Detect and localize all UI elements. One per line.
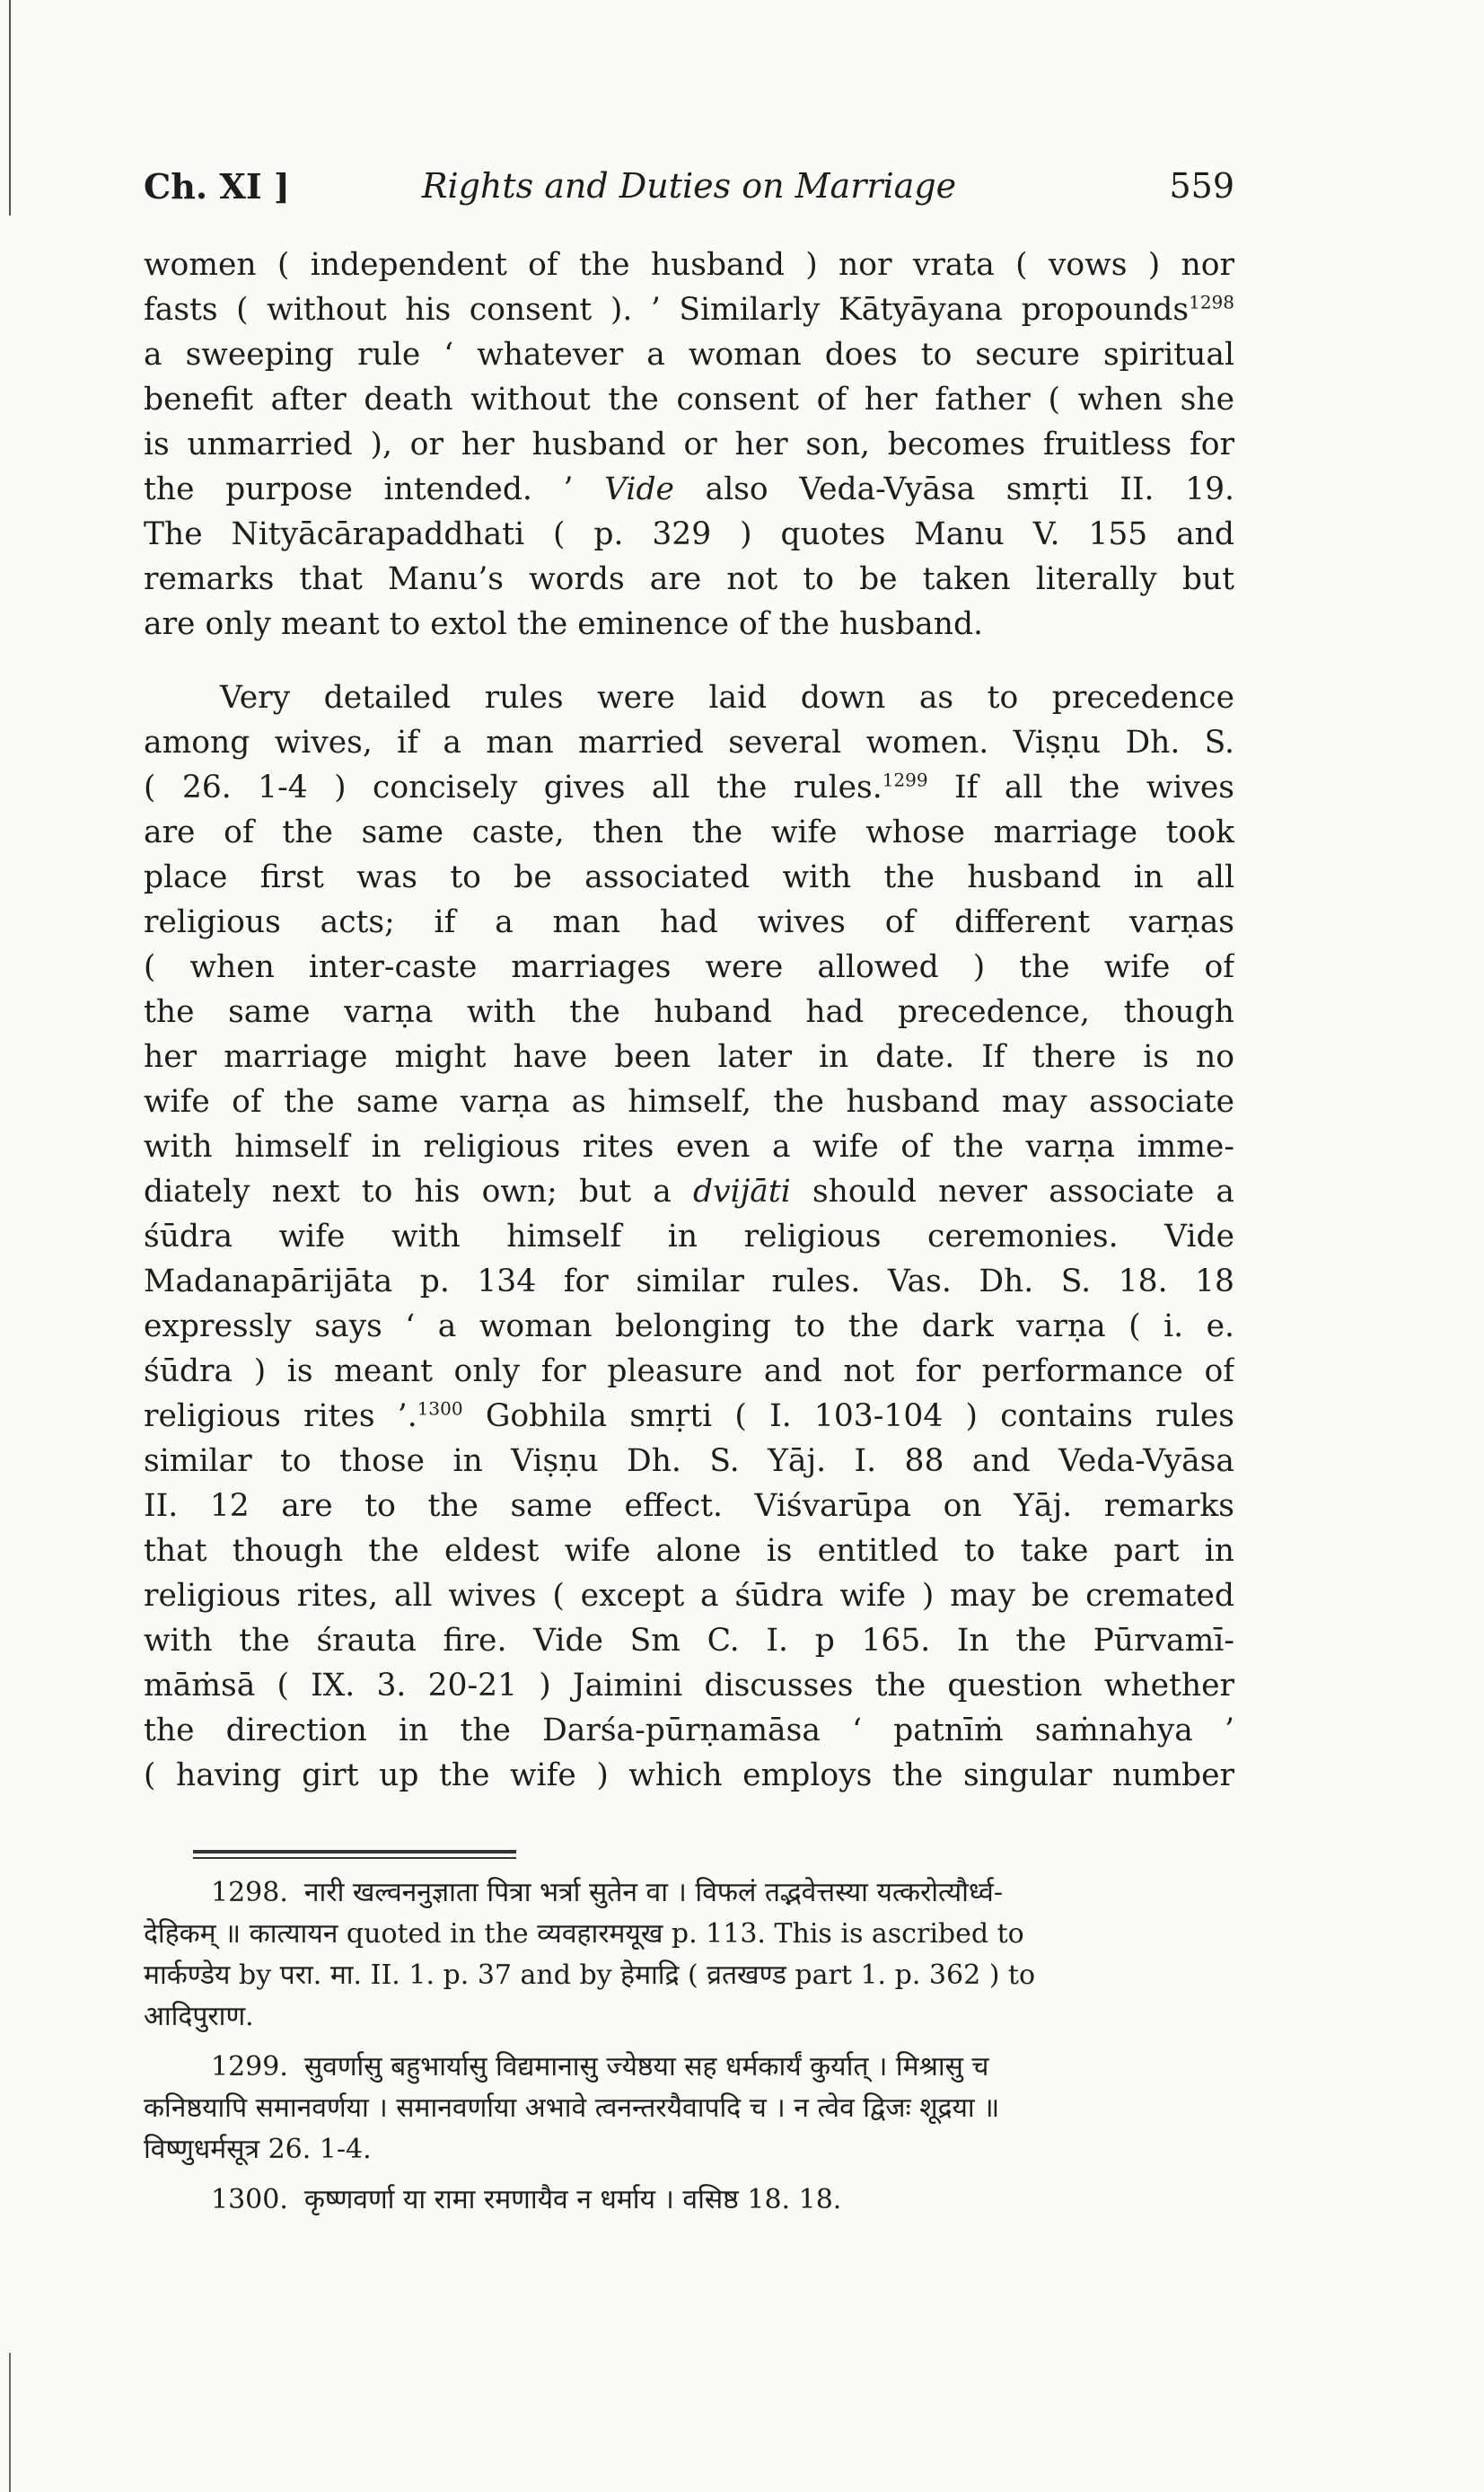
page-edge-rule-bottom (9, 2353, 11, 2492)
footnote-line: कनिष्ठयापि समानवर्णया । समानवर्णाया अभावे त्वनन्तरयैवापदि च । न त्वेव द्विजः शूद्रया ॥ (144, 2092, 1000, 2124)
text-line: religious rites, all wives ( except a śūdra wife ) may be cremated (144, 1578, 1234, 1614)
text-line: benefit after death without the consent of her father ( when she (144, 382, 1234, 418)
italic-term: Vide (604, 471, 674, 507)
text-line: her marriage might have been later in date. If there is no (144, 1039, 1234, 1075)
text-line: religious rites ’.$^{1300}$ Gobhila smṛti ( I. 103-104 ) contains rules (144, 1397, 1234, 1434)
running-header (144, 157, 1234, 220)
footnote-mark[interactable]: 1299 (882, 769, 928, 791)
footnotes (144, 1872, 1234, 2230)
footnote-line: मार्कण्डेय by परा. मा. II. 1. p. 37 and by हेमाद्रि ( व्रतखण्ड part 1. p. 362 ) to (144, 1959, 1036, 1991)
text-line: similar to those in Viṣṇu Dh. S. Yāj. I. 88 and Veda-Vyāsa (144, 1443, 1234, 1479)
text-line: diately next to his own; but a dvijāti should never associate a (144, 1174, 1234, 1210)
page-number: 559 (1169, 166, 1234, 206)
text-line: place first was to be associated with the husband in all (144, 859, 1234, 895)
footnote-line: आदिपुराण. (144, 2001, 254, 2032)
text-line: are of the same caste, then the wife whose marriage took (144, 815, 1234, 850)
text-line: religious acts; if a man had wives of different varṇas (144, 904, 1234, 940)
footnote-mark[interactable]: 1298 (1189, 291, 1234, 313)
text-line: women ( independent of the husband ) nor vrata ( vows ) nor (144, 247, 1234, 283)
paragraph-1 (144, 242, 1234, 647)
main-text (144, 242, 1234, 1827)
text-line: ( when inter-caste marriages were allowed ) the wife of (144, 949, 1234, 985)
footnote-1298 (144, 1872, 1234, 2038)
footnote-line: देहिकम् ॥ कात्यायन quoted in the व्यवहारमयूख p. 113. This is ascribed to (144, 1918, 1024, 1950)
paragraph-2 (144, 675, 1234, 1798)
text-line: II. 12 are to the same effect. Viśvarūpa on Yāj. remarks (144, 1488, 1234, 1524)
text-line: remarks that Manu’s words are not to be taken literally but (144, 561, 1234, 597)
footnote-line: 1298. नारी खल्वननुज्ञाता पित्रा भर्त्रा सुतेन वा । विफलं तद्भवेत्तस्या यत्करोत्यौर्ध्व- (211, 1877, 1003, 1908)
text-line: śūdra ) is meant only for pleasure and not for performance of (144, 1353, 1234, 1389)
text-line: Very detailed rules were laid down as to precedence (220, 680, 1234, 716)
footnote-number: 1298. (211, 1877, 288, 1908)
text-line: māṁsā ( IX. 3. 20-21 ) Jaimini discusses the question whether (144, 1668, 1234, 1704)
text-line: the direction in the Darśa-pūrṇamāsa ‘ patnīṁ saṁnahya ’ (144, 1713, 1234, 1748)
footnote-number: 1300. (211, 2184, 288, 2215)
footnote-line: विष्णुधर्मसूत्र 26. 1-4. (144, 2134, 372, 2165)
text-line: a sweeping rule ‘ whatever a woman does to secure spiritual (144, 337, 1234, 373)
text-line: are only meant to extol the eminence of the husband. (144, 606, 984, 642)
text-line: the same varṇa with the huband had precedence, though (144, 994, 1234, 1030)
text-line: with the śrauta fire. Vide Sm C. I. p 165. In the Pūrvamī- (144, 1623, 1234, 1659)
text-line: wife of the same varṇa as himself, the husband may associate (144, 1084, 1234, 1120)
text-line: Madanapārijāta p. 134 for similar rules. Vas. Dh. S. 18. 18 (144, 1264, 1234, 1299)
footnote-1300 (144, 2179, 1234, 2221)
text-line: ( 26. 1-4 ) concisely gives all the rules.$^{1299}$ If all the wives (144, 769, 1234, 806)
text-line: is unmarried ), or her husband or her son, becomes fruitless for (144, 427, 1234, 462)
chapter-label: Ch. XI ] (144, 166, 290, 207)
footnote-number: 1299. (211, 2051, 288, 2083)
page-edge-rule (9, 0, 11, 216)
text-line: with himself in religious rites even a wife of the varṇa imme- (144, 1129, 1234, 1165)
footnote-1299 (144, 2047, 1234, 2171)
italic-term: dvijāti (693, 1174, 791, 1210)
text-line: expressly says ‘ a woman belonging to the dark varṇa ( i. e. (144, 1308, 1234, 1344)
text-line: śūdra wife with himself in religious ceremonies. Vide (144, 1219, 1234, 1255)
text-line: among wives, if a man married several women. Viṣṇu Dh. S. (144, 725, 1234, 761)
text-line: the purpose intended. ’ Vide also Veda-Vyāsa smṛti II. 19. (144, 471, 1234, 507)
text-line: that though the eldest wife alone is entitled to take part in (144, 1533, 1234, 1569)
running-title: Rights and Duties on Marriage (421, 166, 957, 206)
text-line: ( having girt up the wife ) which employs the singular number (144, 1757, 1234, 1793)
footnote-divider (193, 1850, 516, 1854)
footnote-line: 1300. कृष्णवर्णा या रामा रमणायैव न धर्माय । वसिष्ठ 18. 18. (211, 2184, 842, 2215)
footnote-line: 1299. सुवर्णासु बहुभार्यासु विद्यमानासु ज्येष्ठया सह धर्मकार्यं कुर्यात् । मिश्रासु च (211, 2051, 989, 2083)
footnote-mark[interactable]: 1300 (417, 1397, 463, 1420)
text-line: fasts ( without his consent ). ’ Similarly Kātyāyana propounds$^{1298}$ (144, 291, 1234, 328)
footnote-divider-thin (193, 1857, 516, 1859)
text-line: The Nityācārapaddhati ( p. 329 ) quotes Manu V. 155 and (144, 516, 1234, 552)
